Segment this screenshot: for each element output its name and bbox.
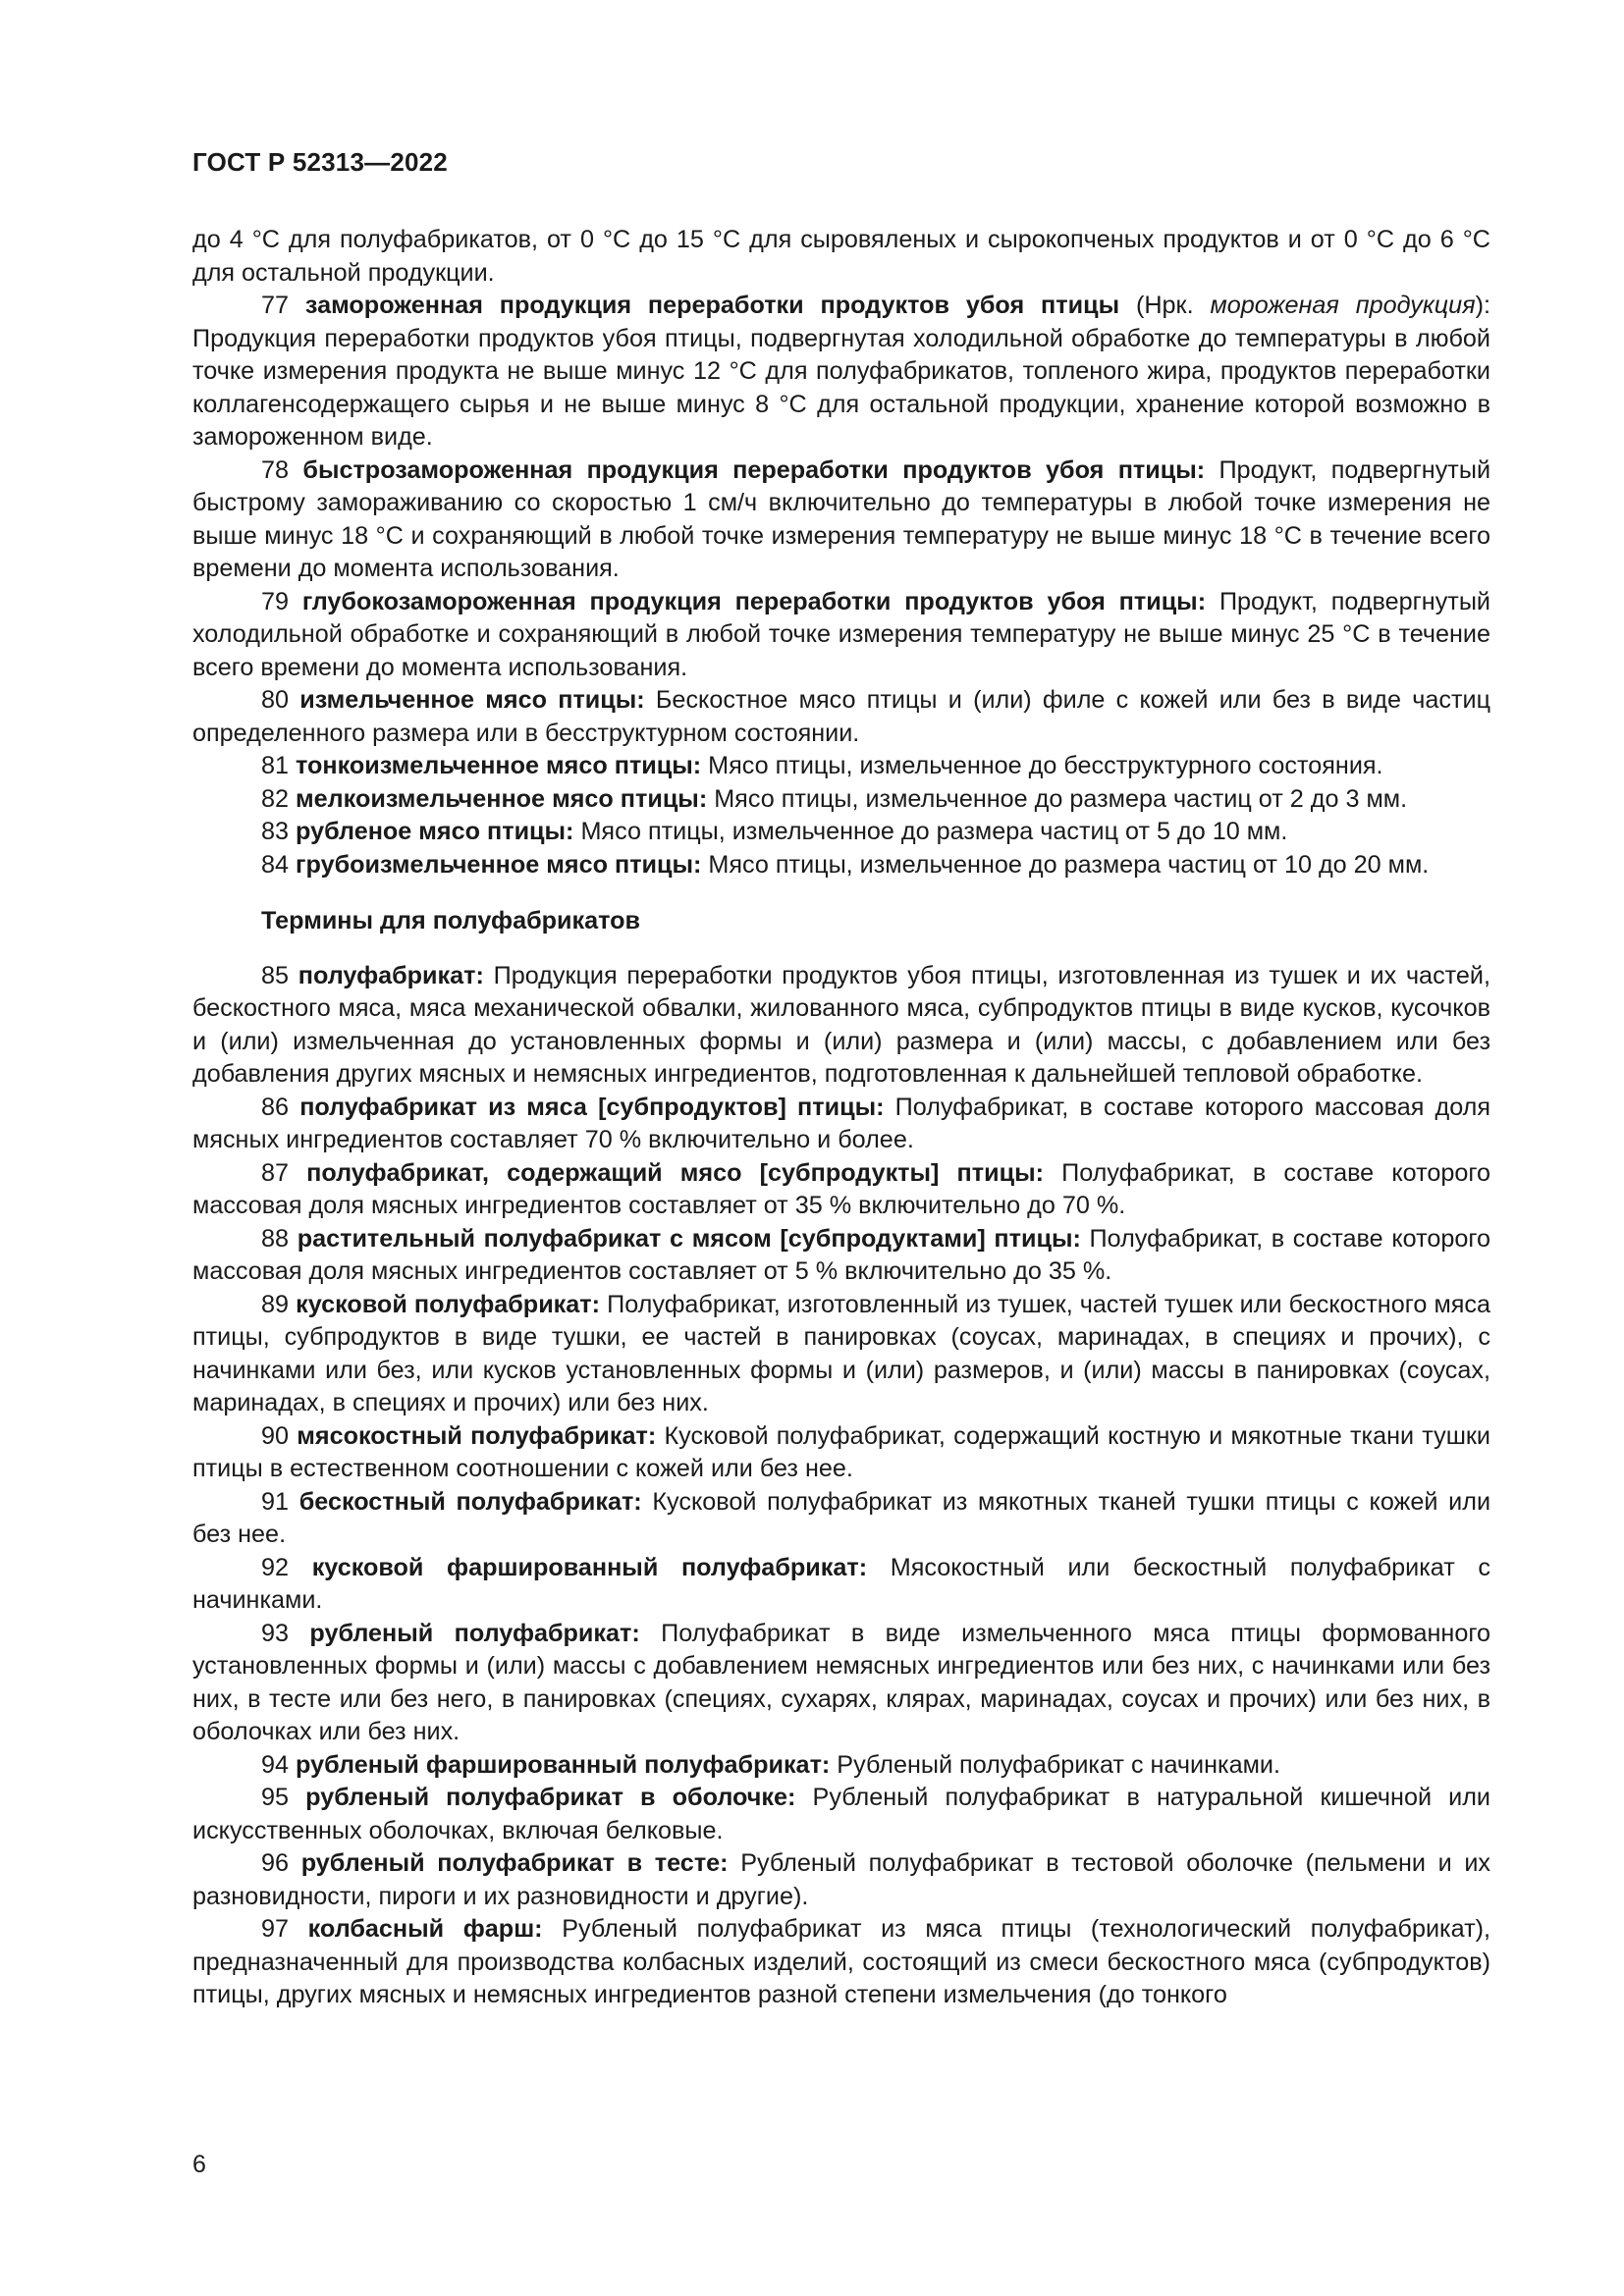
term-number: 79 — [261, 587, 290, 615]
term-entry — [192, 1420, 1490, 1486]
term-definition: Полуфабрикат в виде измельченного мяса птицы формованного установленных формы и (или) массы с добавлением немясных ингредиентов или без них, с начинками или без них, в тесте или без него, в панировках (специях, сухарях, клярах, маринадах, соусах и прочих) или без них, в оболочках или без них. — [192, 1619, 1490, 1745]
document-header: ГОСТ Р 52313—2022 — [192, 147, 448, 177]
term-entry — [192, 1552, 1490, 1618]
term-number: 80 — [261, 686, 290, 714]
term-entry — [192, 1223, 1490, 1289]
term-title: кусковой полуфабрикат: — [296, 1290, 601, 1318]
term-entry — [192, 849, 1490, 882]
term-title: рубленое мясо птицы: — [296, 818, 574, 845]
term-title: мясокостный полуфабрикат: — [297, 1421, 657, 1450]
term-definition: Рубленый полуфабрикат с начинками. — [830, 1750, 1280, 1779]
term-title: замороженная продукция переработки продуктов убоя птицы — [304, 292, 1120, 319]
term-title: мелкоизмельченное мясо птицы: — [296, 784, 708, 813]
term-entry — [192, 290, 1490, 454]
term-entry — [192, 1157, 1490, 1223]
term-definition: Полуфабрикат, в составе которого массовая доля мясных ингредиентов составляет от 35 % включительно до 70 %. — [192, 1158, 1490, 1219]
term-title: измельченное мясо птицы: — [299, 686, 645, 714]
term-entry — [192, 1749, 1490, 1783]
term-definition: Мясо птицы, измельченное до размера частиц от 2 до 3 мм. — [707, 784, 1408, 813]
term-number: 92 — [261, 1553, 290, 1581]
term-title: тонкоизмельченное мясо птицы: — [296, 752, 702, 779]
term-definition: Рубленый полуфабрикат в натуральной кишечной или искусственных оболочках, включая белковые. — [192, 1784, 1490, 1844]
term-entry — [192, 454, 1490, 586]
term-title: глубокозамороженная продукция переработки продуктов убоя птицы: — [301, 587, 1207, 615]
term-number: 82 — [261, 784, 290, 813]
term-number: 89 — [261, 1290, 290, 1318]
continuation-paragraph: до 4 °C для полуфабрикатов, от 0 °C до 15 °C для сыровяленых и сырокопченых продуктов и от 0 °C до 6 °C для остальной продукции. — [192, 226, 1490, 287]
term-definition: Продукт, подвергнутый холодильной обработке и сохраняющий в любой точке измерения температуру не выше минус 25 °C в течение всего времени до момента использования. — [192, 587, 1491, 681]
term-title: полуфабрикат, содержащий мясо [субпродукты] птицы: — [306, 1158, 1044, 1187]
term-title: растительный полуфабрикат с мясом [субпродуктами] птицы: — [297, 1224, 1081, 1253]
term-definition: Мясокостный или бескостный полуфабрикат с начинками. — [192, 1553, 1491, 1614]
term-definition: Мясо птицы, измельченное до бесструктурного состояния. — [701, 752, 1383, 779]
term-title: быстрозамороженная продукция переработки продуктов убоя птицы: — [302, 455, 1206, 484]
term-title: рубленый полуфабрикат: — [309, 1619, 640, 1647]
term-definition: Продукт, подвергнутый быстрому замораживанию со скоростью 1 см/ч включительно до температуры в любой точке измерения не выше минус 18 °C и сохраняющий в любой точке измерения температуру не выше минус 18 °C в течение всего времени до момента использования. — [192, 455, 1491, 582]
term-definition: Полуфабрикат, в составе которого массовая доля мясных ингредиентов составляет от 5 % включительно до 35 %. — [192, 1224, 1490, 1285]
term-definition: Полуфабрикат, изготовленный из тушек, частей тушек или бескостного мяса птицы, субпродуктов в виде тушки, ее частей в панировках (соусах, маринадах, в специях и прочих), с начинками или без, или кусков установленных формы и (или) размеров, и (или) массы в панировках (соусах, маринадах, в специях и прочих) или без них. — [192, 1290, 1490, 1416]
term-entry — [192, 1847, 1490, 1913]
term-title: рубленый полуфабрикат в тесте: — [300, 1849, 729, 1877]
term-entry — [192, 1289, 1490, 1420]
term-number: 96 — [261, 1849, 290, 1877]
term-number: 78 — [261, 455, 290, 484]
term-entry — [192, 960, 1490, 1092]
term-note: (Нрк. — [1119, 292, 1211, 319]
term-entry — [192, 1913, 1490, 2012]
term-entry — [192, 1618, 1490, 1749]
term-title: рубленый фаршированный полуфабрикат: — [296, 1750, 831, 1779]
term-definition: Полуфабрикат, в составе которого массовая доля мясных ингредиентов составляет 70 % включительно и более. — [192, 1093, 1491, 1153]
page-number: 6 — [192, 2151, 206, 2178]
term-title: колбасный фарш: — [307, 1915, 543, 1943]
term-definition: ): Продукция переработки продуктов убоя птицы, подвергнутая холодильной обработке до температуры в любой точке измерения продукта не выше минус 12 °C для полуфабрикатов, топленого жира, продуктов переработки коллагенсодержащего сырья и не выше минус 8 °C для остальной продукции, хранение которой возможно в замороженном виде. — [192, 292, 1490, 451]
term-entry — [192, 1486, 1490, 1552]
term-definition: Продукция переработки продуктов убоя птицы, изготовленная из тушек и их частей, бескостного мяса, мяса механической обвалки, жилованного мяса, субпродуктов птицы в виде кусков, кусочков и (или) измельченная до установленных формы и (или) размера и (или) массы, с добавлением или без добавления других мясных и немясных ингредиентов, подготовленная к дальнейшей тепловой обработке. — [192, 961, 1490, 1088]
term-number: 81 — [261, 752, 290, 779]
term-definition: Рубленый полуфабрикат в тестовой оболочке (пельмени и их разновидности, пироги и их разновидности и другие). — [192, 1849, 1491, 1910]
term-entry — [192, 684, 1490, 750]
term-title: грубоизмельченное мясо птицы: — [296, 850, 702, 879]
term-number: 85 — [261, 961, 290, 989]
term-number: 83 — [261, 818, 290, 845]
term-definition: Мясо птицы, измельченное до размера частиц от 5 до 10 мм. — [573, 818, 1288, 845]
term-number: 77 — [261, 292, 290, 319]
term-entry — [192, 750, 1490, 783]
term-title: кусковой фаршированный полуфабрикат: — [311, 1553, 868, 1581]
term-entry — [192, 586, 1490, 685]
term-number: 93 — [261, 1619, 290, 1647]
term-entry — [192, 1092, 1490, 1157]
term-title: полуфабрикат: — [298, 961, 484, 989]
term-number: 87 — [261, 1158, 290, 1187]
term-number: 90 — [261, 1421, 290, 1450]
term-number: 84 — [261, 850, 290, 879]
term-title: бескостный полуфабрикат: — [298, 1487, 642, 1516]
term-number: 86 — [261, 1093, 290, 1121]
section-heading: Термины для полуфабрикатов — [261, 907, 640, 934]
document-body — [192, 224, 1490, 2012]
term-definition: Мясо птицы, измельченное до размера частиц от 10 до 20 мм. — [701, 850, 1430, 879]
term-entry — [192, 1782, 1490, 1847]
term-number: 97 — [261, 1915, 290, 1943]
term-number: 91 — [261, 1487, 290, 1516]
term-definition: Бескостное мясо птицы и (или) филе с кожей или без в виде частиц определенного размера или в бесструктурном состоянии. — [192, 686, 1490, 747]
term-definition: Кусковой полуфабрикат, содержащий костную и мякотные ткани тушки птицы в естественном соотношении с кожей или без нее. — [192, 1421, 1490, 1482]
term-number: 94 — [261, 1750, 290, 1779]
term-title: рубленый полуфабрикат в оболочке: — [305, 1784, 796, 1811]
term-entry — [192, 816, 1490, 849]
term-definition: Рубленый полуфабрикат из мяса птицы (технологический полуфабрикат), предназначенный для производства колбасных изделий, состоящий из смеси бескостного мяса (субпродуктов) птицы, других мясных и немясных ингредиентов разной степени измельчения (до тонкого — [192, 1915, 1491, 2008]
term-entry — [192, 783, 1490, 817]
term-definition: Кусковой полуфабрикат из мякотных тканей тушки птицы с кожей или без нее. — [192, 1487, 1491, 1548]
term-number: 95 — [261, 1784, 290, 1811]
term-title: полуфабрикат из мяса [субпродуктов] птицы: — [299, 1093, 885, 1121]
deprecated-term: мороженая продукция — [1210, 292, 1476, 319]
term-number: 88 — [261, 1224, 290, 1253]
